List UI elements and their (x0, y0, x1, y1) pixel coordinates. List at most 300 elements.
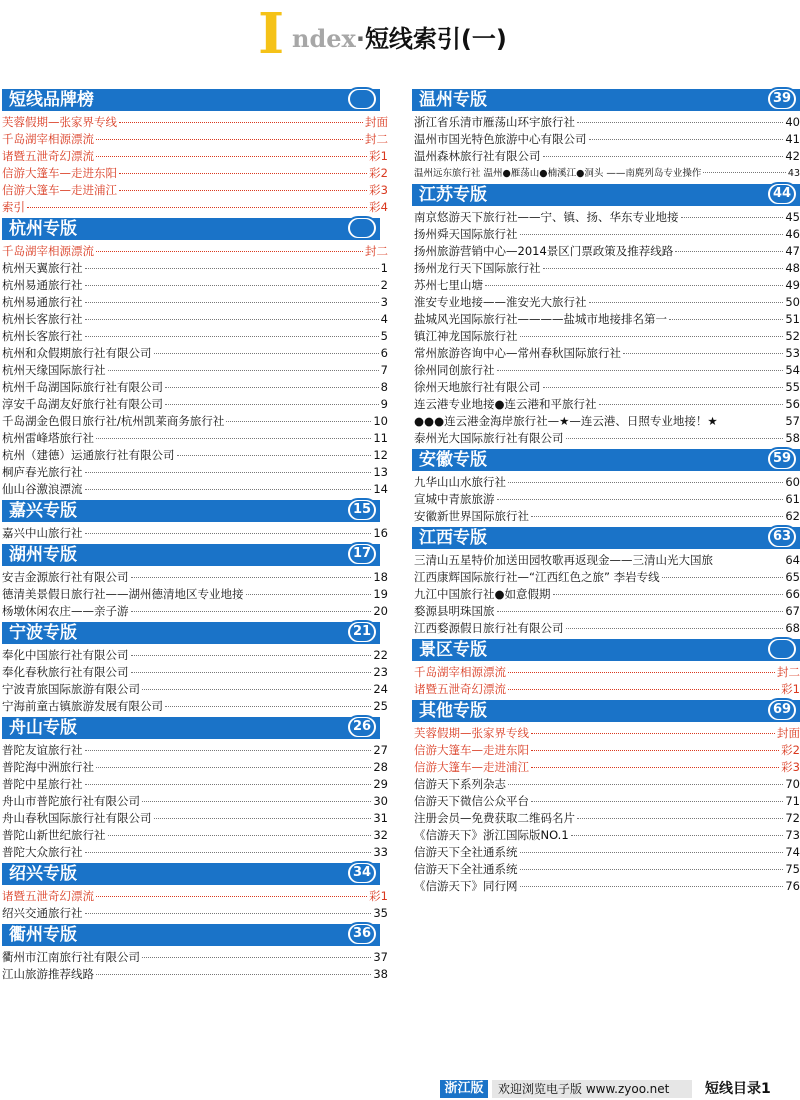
dot-leader (131, 655, 372, 656)
index-entry[interactable] (2, 165, 388, 182)
section-title: 景区专版 (419, 640, 487, 660)
index-entry[interactable] (412, 620, 800, 637)
entry-page: 25 (373, 699, 388, 713)
entry-page: 41 (785, 132, 800, 146)
section-page-number: 36 (350, 925, 374, 943)
entry-page: 彩3 (781, 760, 800, 774)
entry-text: 杭州易通旅行社 (2, 295, 83, 309)
section-page-number: 21 (350, 623, 374, 641)
section-page-badge (346, 861, 378, 885)
entry-page: 6 (380, 346, 388, 360)
entry-page: 彩1 (781, 682, 800, 696)
title-dot: · (355, 25, 365, 53)
entry-text: 嘉兴中山旅行社 (2, 526, 83, 540)
entry-text: 杭州雷峰塔旅行社 (2, 431, 94, 445)
entry-page: 1 (380, 261, 388, 275)
dot-leader (85, 750, 372, 751)
section-page-badge (346, 922, 378, 946)
index-entry[interactable] (2, 647, 388, 664)
dot-leader (508, 784, 783, 785)
section-header (412, 449, 800, 471)
dot-leader (531, 767, 779, 768)
entry-page: 73 (785, 828, 800, 842)
index-entry[interactable] (412, 226, 800, 243)
section-page-badge (766, 525, 798, 549)
dot-leader (85, 302, 379, 303)
section-page-number: 44 (770, 185, 794, 203)
index-entry[interactable] (412, 165, 800, 182)
index-entry[interactable] (2, 759, 388, 776)
entry-page: 68 (785, 621, 800, 635)
index-entry[interactable] (412, 793, 800, 810)
index-entry[interactable] (2, 481, 388, 498)
entry-text: 扬州舜天国际旅行社 (414, 227, 518, 241)
section-page-badge (346, 216, 378, 240)
dot-leader (485, 285, 783, 286)
entry-text: 信游大篷车—走进东阳 (2, 166, 117, 180)
index-entry[interactable] (412, 776, 800, 793)
index-entry[interactable] (2, 905, 388, 922)
dot-leader (520, 336, 784, 337)
index-entry[interactable] (2, 742, 388, 759)
section-header (2, 717, 380, 739)
index-entry[interactable] (2, 182, 388, 199)
index-entry[interactable] (2, 464, 388, 481)
entry-text: 宁波青旅国际旅游有限公司 (2, 682, 140, 696)
index-entry[interactable] (412, 586, 800, 603)
index-entry[interactable] (412, 861, 800, 878)
entry-text: 普陀大众旅行社 (2, 845, 83, 859)
dot-leader (85, 319, 379, 320)
dot-leader (85, 533, 372, 534)
section-page-number: 69 (770, 701, 794, 719)
dot-leader (96, 251, 363, 252)
section-header (2, 863, 380, 885)
section-title: 衢州专版 (9, 925, 77, 945)
entry-page: 33 (373, 845, 388, 859)
section-page-number: 17 (350, 545, 374, 563)
entry-text: 索引 (2, 200, 25, 214)
entry-page: 71 (785, 794, 800, 808)
entry-text: 苏州七里山塘 (414, 278, 483, 292)
entry-text: 婺源县明珠国旅 (414, 604, 495, 618)
index-entry[interactable] (412, 396, 800, 413)
entry-page: 14 (373, 482, 388, 496)
dot-leader (177, 455, 372, 456)
entry-text: 桐庐春光旅行社 (2, 465, 83, 479)
dot-leader (675, 251, 783, 252)
index-entry[interactable] (412, 243, 800, 260)
entry-text: 《信游天下》浙江国际版NO.1 (414, 828, 569, 842)
index-entry[interactable] (412, 277, 800, 294)
entry-text: 江西婺源假日旅行社有限公司 (414, 621, 564, 635)
entry-text: 泰州光大国际旅行社有限公司 (414, 431, 564, 445)
index-entry[interactable] (2, 277, 388, 294)
entry-page: 50 (785, 295, 800, 309)
entry-page: 5 (380, 329, 388, 343)
index-entry[interactable] (2, 379, 388, 396)
section-page-number (350, 219, 374, 237)
index-entry[interactable] (2, 430, 388, 447)
index-entry[interactable] (2, 525, 388, 542)
index-entry[interactable] (2, 413, 388, 430)
index-entry[interactable] (412, 474, 800, 491)
dot-leader (131, 611, 372, 612)
dot-leader (85, 336, 379, 337)
section-title: 江苏专版 (419, 185, 487, 205)
dot-leader (96, 896, 367, 897)
entry-page: 封面 (777, 726, 800, 740)
section-page-badge (346, 87, 378, 111)
entry-text: 徐州同创旅行社 (414, 363, 495, 377)
section-title: 短线品牌榜 (9, 90, 94, 110)
entry-text: 淮安专业地接——淮安光大旅行社 (414, 295, 587, 309)
entry-text: 杭州长客旅行社 (2, 329, 83, 343)
entry-text: 信游天下系列杂志 (414, 777, 506, 791)
entry-page: 彩1 (369, 889, 388, 903)
index-entry[interactable] (412, 379, 800, 396)
dot-leader (669, 319, 783, 320)
entry-text: 盐城风光国际旅行社————盐城市地接排名第一 (414, 312, 667, 326)
section-page-number (350, 90, 374, 108)
entry-text: 徐州天地旅行社有限公司 (414, 380, 541, 394)
page-label: 短线目录1 (705, 1081, 771, 1097)
index-entry[interactable] (412, 552, 800, 569)
section-page-badge (766, 87, 798, 111)
entry-page: 8 (380, 380, 388, 394)
section-page-number: 34 (350, 864, 374, 882)
entry-page: 67 (785, 604, 800, 618)
index-entry[interactable] (2, 345, 388, 362)
index-entry[interactable] (412, 725, 800, 742)
entry-text: 舟山春秋国际旅行社有限公司 (2, 811, 152, 825)
section-title: 宁波专版 (9, 623, 77, 643)
dot-leader (165, 706, 371, 707)
dot-leader (520, 852, 784, 853)
section-page-badge (766, 182, 798, 206)
dot-leader (553, 594, 784, 595)
dot-leader (142, 957, 371, 958)
entry-text: 安吉金源旅行社有限公司 (2, 570, 129, 584)
entry-page: 53 (785, 346, 800, 360)
section-title: 嘉兴专版 (9, 501, 77, 521)
dot-leader (577, 818, 783, 819)
index-entry[interactable] (2, 131, 388, 148)
index-entry[interactable] (2, 199, 388, 216)
entry-text: 仙山谷激浪漂流 (2, 482, 83, 496)
entry-page: 56 (785, 397, 800, 411)
entry-page: 29 (373, 777, 388, 791)
dot-leader (531, 516, 783, 517)
entry-page: 45 (785, 210, 800, 224)
entry-page: 72 (785, 811, 800, 825)
dot-leader (165, 387, 379, 388)
entry-text: 温州森林旅行社有限公司 (414, 149, 541, 163)
entry-page: 31 (373, 811, 388, 825)
entry-text: 信游大篷车—走进浦江 (414, 760, 529, 774)
dot-leader (154, 818, 372, 819)
entry-page: 12 (373, 448, 388, 462)
index-entry[interactable] (412, 345, 800, 362)
index-entry[interactable] (412, 508, 800, 525)
dot-leader (246, 594, 372, 595)
entry-page: 24 (373, 682, 388, 696)
index-entry[interactable] (412, 681, 800, 698)
index-entry[interactable] (412, 294, 800, 311)
dot-leader (85, 784, 372, 785)
index-entry[interactable] (412, 844, 800, 861)
entry-text: ●●●连云港金海岸旅行社—★—连云港、日照专业地接！★ (414, 414, 718, 428)
index-entry[interactable] (412, 131, 800, 148)
dot-leader (108, 835, 372, 836)
dot-leader (497, 611, 784, 612)
index-entry[interactable] (2, 966, 388, 983)
dot-leader (589, 302, 784, 303)
dot-leader (96, 767, 371, 768)
entry-page: 彩1 (369, 149, 388, 163)
entry-page: 封二 (365, 132, 388, 146)
index-entry[interactable] (412, 362, 800, 379)
index-entry[interactable] (412, 878, 800, 895)
left-column (2, 87, 388, 983)
entry-text: 普陀友谊旅行社 (2, 743, 83, 757)
section-page-badge (346, 715, 378, 739)
entry-page: 7 (380, 363, 388, 377)
entry-text: 信游天下全社通系统 (414, 845, 518, 859)
dot-leader (96, 438, 371, 439)
entry-page: 封二 (365, 244, 388, 258)
entry-text: 三清山五星特价加送田园牧歌再返现金——三清山光大国旅 (414, 553, 713, 567)
entry-text: 千岛湖金色假日旅行社/杭州凯莱商务旅行社 (2, 414, 225, 428)
dot-leader (85, 489, 372, 490)
index-entry[interactable] (412, 827, 800, 844)
title-chinese: 短线索引(一) (364, 25, 507, 53)
dot-leader (543, 268, 784, 269)
index-entry[interactable] (412, 742, 800, 759)
entry-page: 封二 (777, 665, 800, 679)
dot-leader (497, 370, 784, 371)
dot-leader (85, 285, 379, 286)
title-latin: ndex (292, 24, 356, 53)
index-entry[interactable] (2, 793, 388, 810)
dot-leader (108, 370, 379, 371)
entry-page: 彩2 (781, 743, 800, 757)
dot-leader (508, 482, 783, 483)
index-entry[interactable] (2, 810, 388, 827)
entry-text: 奉化春秋旅行社有限公司 (2, 665, 129, 679)
entry-page: 2 (380, 278, 388, 292)
section-page-badge (346, 620, 378, 644)
index-entry[interactable] (412, 328, 800, 345)
dot-leader (85, 852, 372, 853)
entry-page: 40 (785, 115, 800, 129)
dot-leader (571, 835, 784, 836)
entry-text: 杭州和众假期旅行社有限公司 (2, 346, 152, 360)
dot-leader (142, 801, 371, 802)
entry-text: 南京悠游天下旅行社——宁、镇、扬、华东专业地接 (414, 210, 679, 224)
index-entry[interactable] (2, 681, 388, 698)
entry-text: 信游天下微信公众平台 (414, 794, 529, 808)
entry-page: 76 (785, 879, 800, 893)
index-entry[interactable] (2, 243, 388, 260)
entry-page: 22 (373, 648, 388, 662)
index-entry[interactable] (2, 328, 388, 345)
entry-page: 42 (785, 149, 800, 163)
dot-leader (154, 353, 379, 354)
entry-page: 64 (785, 553, 800, 567)
index-entry[interactable] (2, 569, 388, 586)
index-entry[interactable] (412, 114, 800, 131)
index-entry[interactable] (2, 949, 388, 966)
entry-page: 11 (373, 431, 388, 445)
entry-page: 10 (373, 414, 388, 428)
index-entry[interactable] (2, 148, 388, 165)
index-entry[interactable] (2, 664, 388, 681)
entry-page: 28 (373, 760, 388, 774)
dot-leader (520, 234, 784, 235)
dot-leader (589, 139, 784, 140)
entry-page: 52 (785, 329, 800, 343)
entry-text: 淳安千岛湖友好旅行社有限公司 (2, 397, 163, 411)
section-page-badge (766, 637, 798, 661)
section-header (2, 500, 380, 522)
index-entry[interactable] (2, 603, 388, 620)
dot-leader (165, 404, 379, 405)
title-initial: I (258, 1, 285, 67)
section-title: 其他专版 (419, 701, 487, 721)
index-entry[interactable] (2, 844, 388, 861)
entry-text: 普陀中星旅行社 (2, 777, 83, 791)
entry-text: 浙江省乐清市雁荡山环宇旅行社 (414, 115, 575, 129)
index-entry[interactable] (2, 294, 388, 311)
index-entry[interactable] (2, 114, 388, 131)
index-entry[interactable] (2, 888, 388, 905)
entry-page: 61 (785, 492, 800, 506)
index-entry[interactable] (412, 759, 800, 776)
dot-leader (599, 404, 784, 405)
index-entry[interactable] (412, 664, 800, 681)
dot-leader (119, 122, 363, 123)
section-page-number: 15 (350, 501, 374, 519)
entry-text: 注册会员—免费获取二维码名片 (414, 811, 575, 825)
entry-text: 千岛湖宰相源漂流 (2, 132, 94, 146)
entry-text: 镇江神龙国际旅行社 (414, 329, 518, 343)
index-entry[interactable] (2, 776, 388, 793)
index-entry[interactable] (412, 603, 800, 620)
section-header (412, 700, 800, 722)
entry-text: 诸暨五泄奇幻漂流 (2, 149, 94, 163)
dot-leader (96, 156, 367, 157)
dot-leader (96, 139, 363, 140)
entry-page: 57 (785, 414, 800, 428)
section-page-badge (766, 447, 798, 471)
section-page-badge (766, 698, 798, 722)
entry-text: 诸暨五泄奇幻漂流 (2, 889, 94, 903)
index-entry[interactable] (412, 413, 800, 430)
entry-text: 温州远东旅行社 温州●雁荡山●楠溪江●洞头 ——南麂列岛专业操作 (414, 168, 702, 179)
index-entry[interactable] (2, 827, 388, 844)
entry-text: 德清美景假日旅行社——湖州德清地区专业地接 (2, 587, 244, 601)
entry-page: 27 (373, 743, 388, 757)
section-header (2, 924, 380, 946)
index-entry[interactable] (2, 311, 388, 328)
website-banner[interactable]: 欢迎浏览电子版 www.zyoo.net (492, 1080, 692, 1098)
entry-text: 普陀山新世纪旅行社 (2, 828, 106, 842)
entry-page: 16 (373, 526, 388, 540)
index-entry[interactable] (412, 810, 800, 827)
entry-text: 常州旅游咨询中心—常州春秋国际旅行社 (414, 346, 621, 360)
entry-page: 9 (380, 397, 388, 411)
entry-text: 安徽新世界国际旅行社 (414, 509, 529, 523)
dot-leader (531, 733, 775, 734)
dot-leader (85, 913, 372, 914)
index-entry[interactable] (412, 148, 800, 165)
entry-text: 杭州（建德）运通旅行社有限公司 (2, 448, 175, 462)
dot-leader (508, 689, 779, 690)
entry-text: 九华山山水旅行社 (414, 475, 506, 489)
entry-text: 杨墩休闲农庄——亲子游 (2, 604, 129, 618)
index-entry[interactable] (412, 209, 800, 226)
entry-page: 19 (373, 587, 388, 601)
entry-text: 信游大篷车—走进浦江 (2, 183, 117, 197)
dot-leader (85, 472, 372, 473)
dot-leader (520, 869, 784, 870)
dot-leader (520, 886, 784, 887)
section-header (412, 89, 800, 111)
index-entry[interactable] (412, 260, 800, 277)
entry-text: 扬州旅游营销中心—2014景区门票政策及推荐线路 (414, 244, 674, 258)
section-page-number: 63 (770, 528, 794, 546)
entry-page: 74 (785, 845, 800, 859)
section-page-number (770, 640, 794, 658)
index-entry[interactable] (2, 586, 388, 603)
index-entry[interactable] (2, 698, 388, 715)
index-entry[interactable] (412, 491, 800, 508)
index-entry[interactable] (412, 430, 800, 447)
entry-page: 18 (373, 570, 388, 584)
entry-page: 彩3 (369, 183, 388, 197)
index-entry[interactable] (2, 260, 388, 277)
dot-leader (85, 268, 379, 269)
entry-text: 奉化中国旅行社有限公司 (2, 648, 129, 662)
right-column (412, 87, 800, 895)
entry-page: 彩4 (369, 200, 388, 214)
entry-text: 《信游天下》同行网 (414, 879, 518, 893)
dot-leader (119, 190, 367, 191)
index-entry[interactable] (2, 447, 388, 464)
index-entry[interactable] (412, 569, 800, 586)
entry-page: 58 (785, 431, 800, 445)
entry-text: 芙蓉假期—张家界专线 (2, 115, 117, 129)
dot-leader (497, 499, 784, 500)
entry-page: 49 (785, 278, 800, 292)
edition-badge: 浙江版 (440, 1080, 488, 1098)
entry-page: 13 (373, 465, 388, 479)
index-entry[interactable] (412, 311, 800, 328)
dot-leader (119, 173, 367, 174)
dot-leader (96, 974, 371, 975)
section-title: 温州专版 (419, 90, 487, 110)
index-entry[interactable] (2, 362, 388, 379)
section-page-badge (346, 542, 378, 566)
entry-text: 杭州天缘国际旅行社 (2, 363, 106, 377)
entry-text: 信游天下全社通系统 (414, 862, 518, 876)
entry-text: 宁海前童古镇旅游发展有限公司 (2, 699, 163, 713)
index-entry[interactable] (2, 396, 388, 413)
section-header (2, 544, 380, 566)
entry-text: 信游大篷车—走进东阳 (414, 743, 529, 757)
section-title: 安徽专版 (419, 450, 487, 470)
